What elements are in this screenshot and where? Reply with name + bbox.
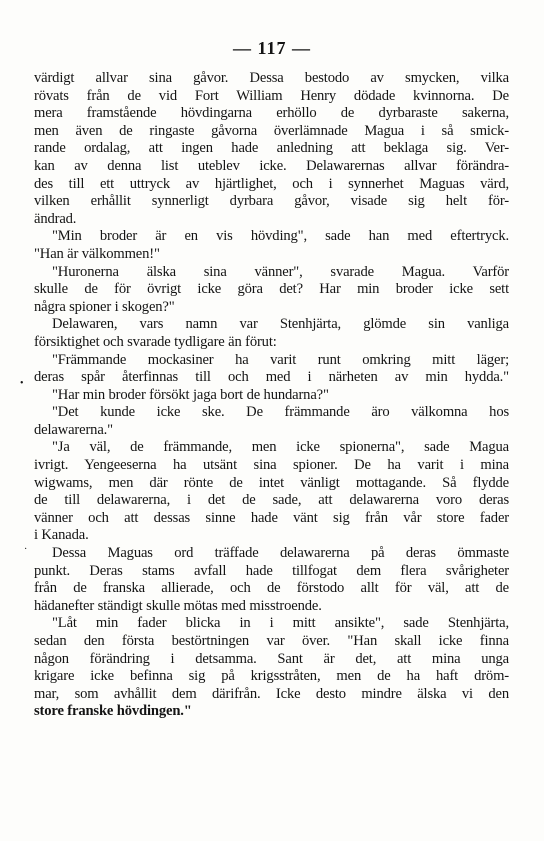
text-line: krigare icke befinna sig på krigsstråten, men de ha haft dröm- [34, 668, 509, 685]
text-line: sedan den första bestörtningen var över. "Han skall icke finna [34, 633, 509, 649]
text-line: "Han är välkommen!" [34, 245, 160, 262]
text-line: "Huronerna älska sina vänner", svarade Magua. Varför [52, 263, 509, 280]
page-number: — 117 — [232, 38, 311, 58]
text-line: mar, som avhållit dem därifrån. Icke desto mindre älska vi den [34, 685, 509, 702]
text-line: deras spår återfinnas till och med i närheten av min hydda." [34, 369, 509, 386]
text-line: de till delawarerna, i det de sade, att delawarerna voro deras [34, 492, 509, 509]
text-line: "Låt min fader blicka in i mitt ansikte", sade Stenhjärta, [52, 615, 509, 632]
text-line: rande ordalag, att ingen hade anledning att beklaga sig. Ver- [34, 140, 509, 157]
text-line: hädanefter ständigt skulle mötas med misstroende. [34, 597, 322, 614]
text-line: vänner och att dessas sinne hade vänt sig från vår store fader [34, 509, 509, 526]
body-text [34, 70, 509, 721]
text-line: mera framstående hövdingarna erhöllo de dyrbaraste sakerna, [34, 105, 509, 122]
text-line: från de franska allierade, och de förstodo allt för väl, att de [34, 580, 509, 597]
text-line: i Kanada. [34, 527, 89, 544]
text-line: försiktighet och svarade tydligare än förut: [34, 333, 277, 350]
text-line: värdigt allvar sina gåvor. Dessa bestodo av smycken, vilka [34, 70, 509, 86]
text-line: skulle de för övrigt icke göra det? Har min broder icke sett [34, 281, 509, 298]
margin-dot: • [20, 378, 24, 389]
text-line: vilken erhållit synnerligt dyrbara gåvor, visade sig helt för- [34, 193, 509, 210]
text-line: "Min broder är en vis hövding", sade han med eftertryck. [52, 228, 509, 245]
margin-dot: · [24, 544, 28, 555]
text-line: rövats från de vid Fort William Henry dödade kvinnorna. De [34, 87, 509, 104]
text-line: wigwams, men där rönte de intet vänligt mottagande. Så flydde [34, 474, 509, 491]
text-line: någon förändring i detsamma. Sant är det, att mina unga [34, 650, 509, 667]
text-line: punkt. Deras stams avfall hade tillfogat dem flera svårigheter [34, 562, 509, 579]
text-line: delawarerna." [34, 421, 113, 438]
text-line: Dessa Maguas ord träffade delawarerna på deras ömmaste [52, 545, 509, 562]
text-line: "Har min broder försökt jaga bort de hundarna?" [52, 386, 329, 403]
text-line: men även de ringaste gåvorna överlämnade Magua i så smick- [34, 122, 509, 139]
text-line: Delawaren, vars namn var Stenhjärta, glömde sin vanliga [52, 316, 509, 333]
text-line: ivrigt. Yengeeserna ha utsänt sina spioner. De ha varit i mina [34, 457, 509, 474]
text-line: "Främmande mockasiner ha varit runt omkring mitt läger; [52, 351, 509, 368]
text-line: store franske hövdingen." [34, 703, 192, 720]
text-line: "Ja väl, de främmande, men icke spionerna", sade Magua [52, 439, 509, 456]
text-line: ändrad. [34, 210, 77, 227]
text-line: "Det kunde icke ske. De främmande äro välkomna hos [52, 404, 509, 421]
text-line: kan av denna list uteblev icke. Delawarernas allvar förändra- [34, 157, 509, 174]
text-line: des till ett uttryck av hjärtlighet, och i synnerhet Maguas värd, [34, 175, 509, 192]
text-line: några spioner i skogen?" [34, 298, 175, 315]
